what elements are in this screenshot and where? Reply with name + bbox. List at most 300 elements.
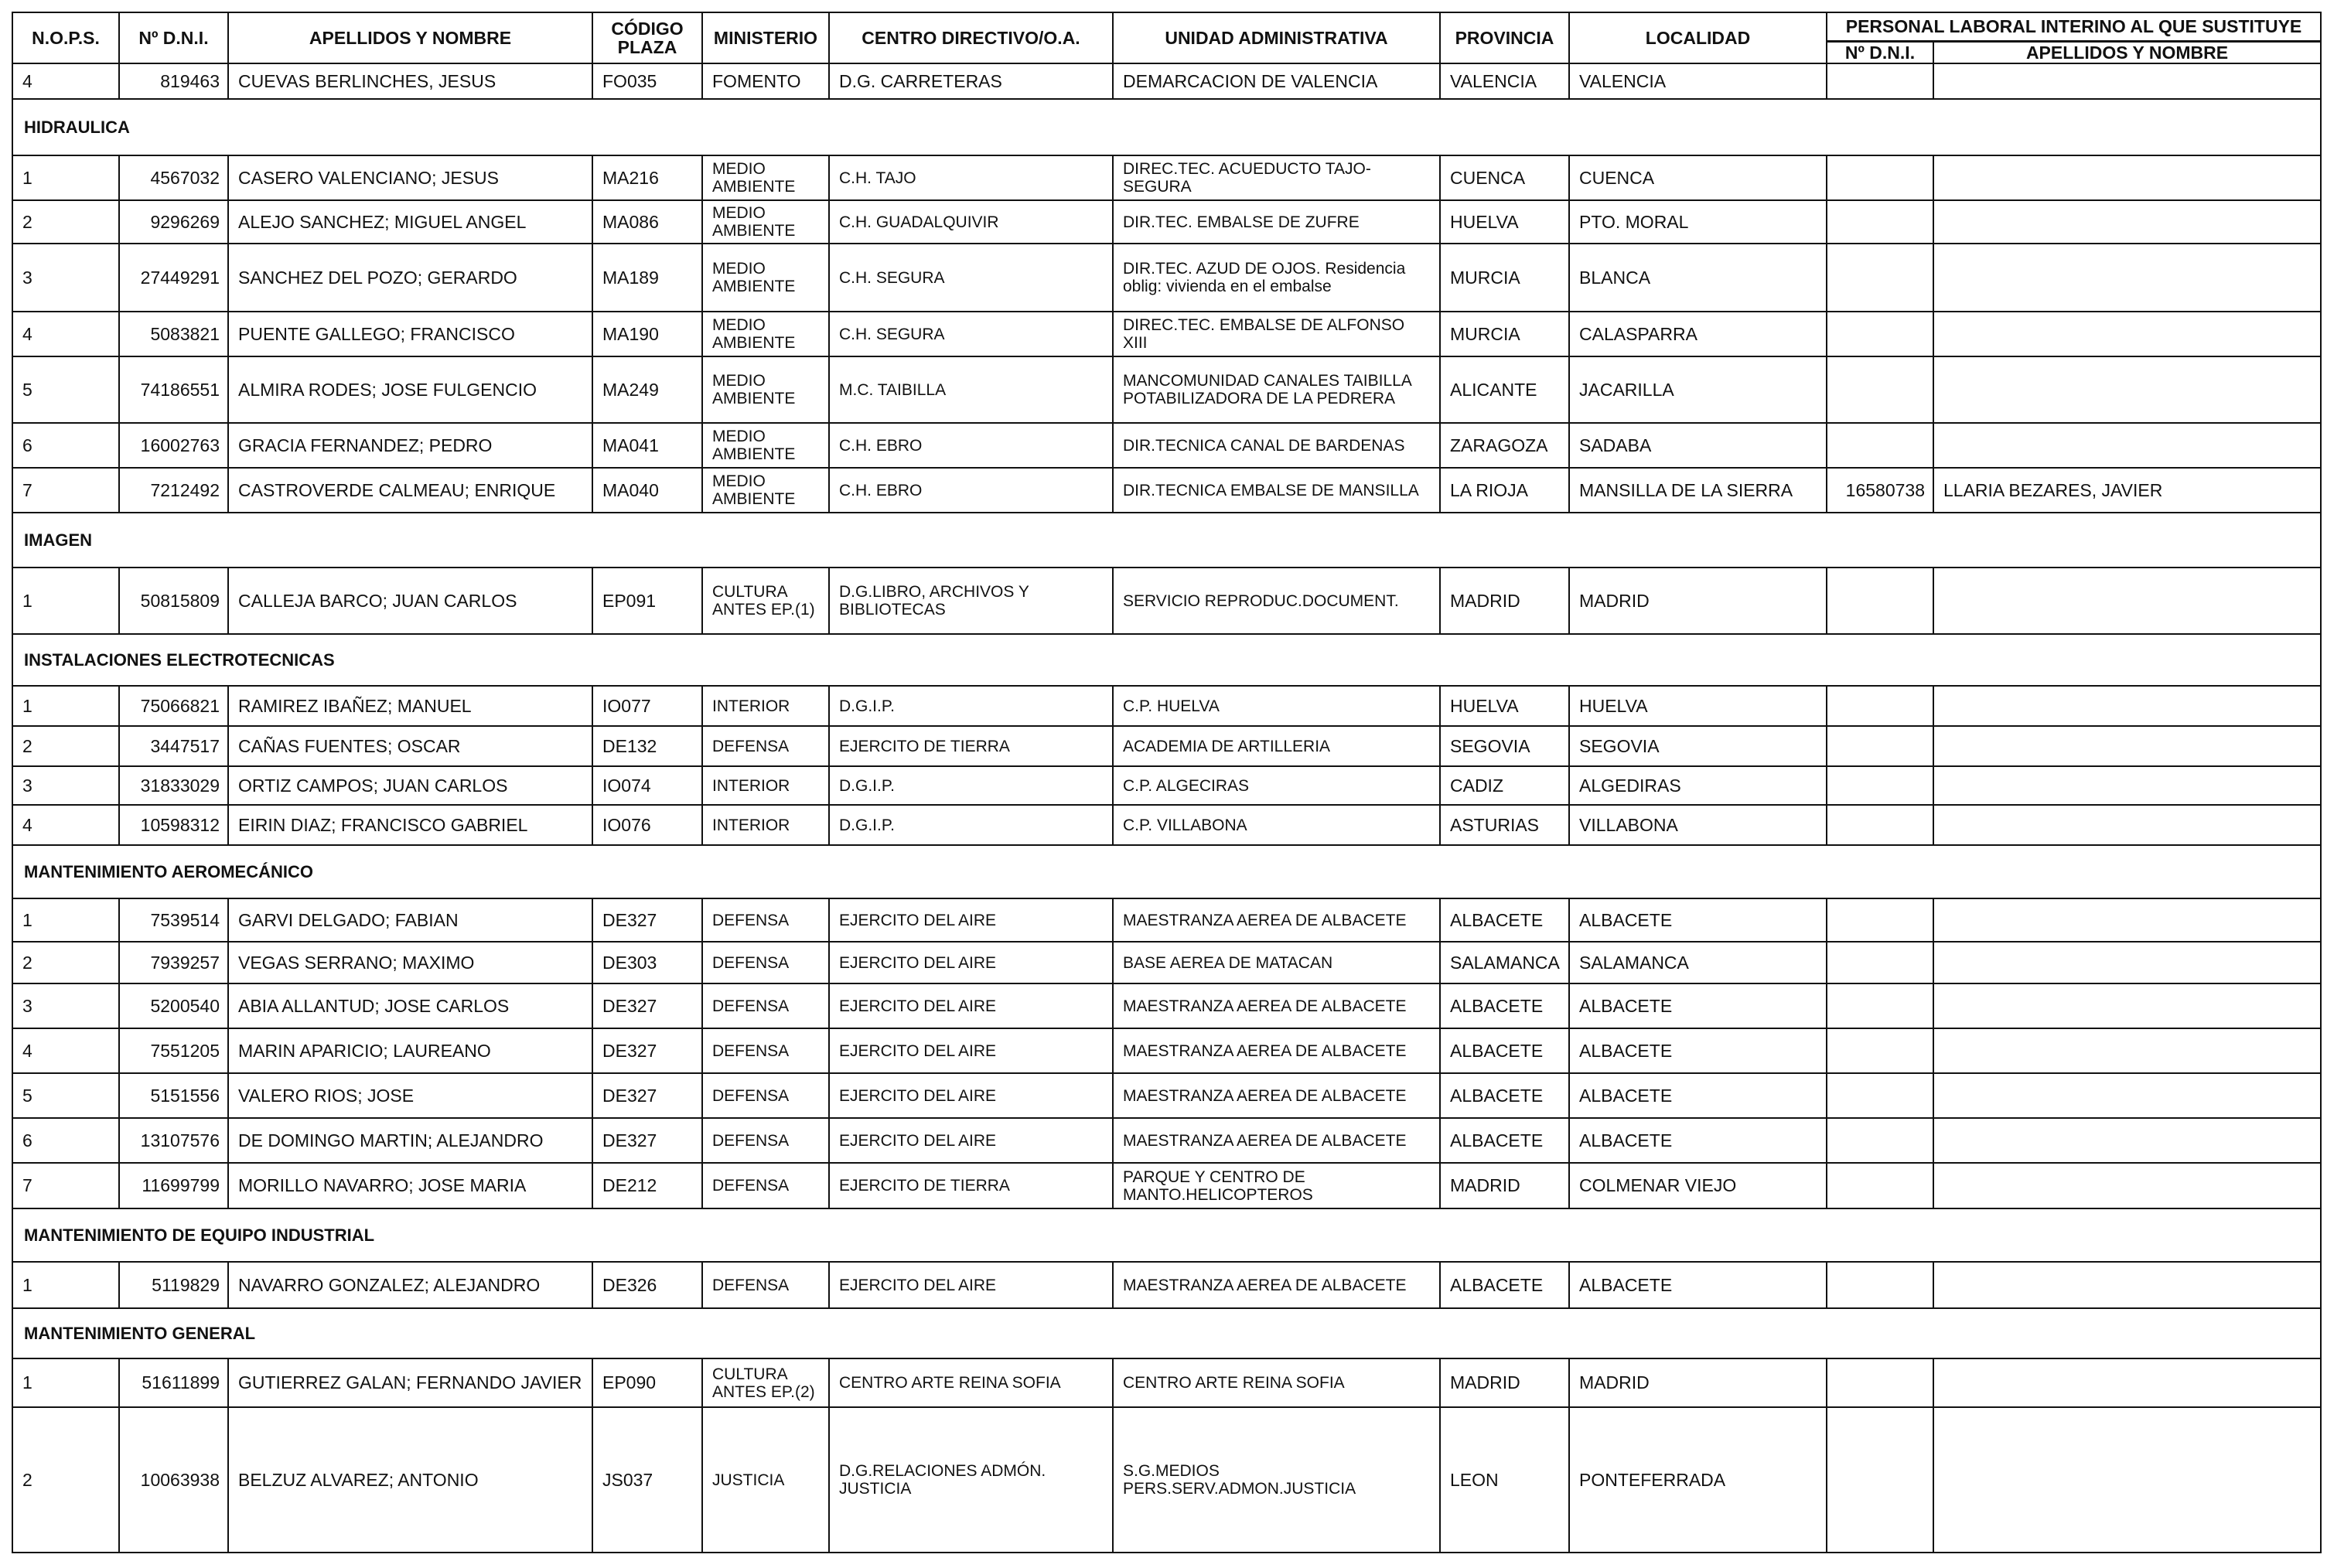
cell-unidad: MAESTRANZA AEREA DE ALBACETE xyxy=(1113,1118,1440,1163)
cell-nombre: VALERO RIOS; JOSE xyxy=(228,1073,592,1118)
cell-codigo: JS037 xyxy=(592,1407,702,1553)
cell-nops: 2 xyxy=(12,726,119,766)
table-row xyxy=(12,1407,2321,1553)
header-centro: CENTRO DIRECTIVO/O.A. xyxy=(829,12,1113,63)
cell-centro: M.C. TAIBILLA xyxy=(829,356,1113,423)
cell-dni: 75066821 xyxy=(119,686,228,726)
cell-sust-dni: 16580738 xyxy=(1827,468,1933,513)
cell-unidad: DIR.TECNICA CANAL DE BARDENAS xyxy=(1113,423,1440,468)
header-nops: N.O.P.S. xyxy=(12,12,119,63)
cell-provincia: MADRID xyxy=(1440,1358,1569,1407)
cell-localidad: MANSILLA DE LA SIERRA xyxy=(1569,468,1827,513)
cell-sust-nombre xyxy=(1933,983,2321,1028)
cell-codigo: EP091 xyxy=(592,568,702,634)
cell-dni: 4567032 xyxy=(119,155,228,200)
cell-dni: 7551205 xyxy=(119,1028,228,1073)
cell-localidad: VALENCIA xyxy=(1569,63,1827,99)
cell-unidad: CENTRO ARTE REINA SOFIA xyxy=(1113,1358,1440,1407)
cell-sust-nombre xyxy=(1933,423,2321,468)
cell-nops: 1 xyxy=(12,1358,119,1407)
cell-nops: 7 xyxy=(12,468,119,513)
cell-localidad: VILLABONA xyxy=(1569,805,1827,845)
cell-ministerio: DEFENSA xyxy=(702,898,829,942)
cell-dni: 10598312 xyxy=(119,805,228,845)
cell-unidad: BASE AEREA DE MATACAN xyxy=(1113,942,1440,983)
cell-unidad: MANCOMUNIDAD CANALES TAIBILLA POTABILIZADORA DE LA PEDRERA xyxy=(1113,356,1440,423)
cell-sust-dni xyxy=(1827,244,1933,312)
table-row xyxy=(12,805,2321,845)
table-row xyxy=(12,423,2321,468)
section-title: MANTENIMIENTO GENERAL xyxy=(12,1308,2321,1358)
cell-codigo: MA216 xyxy=(592,155,702,200)
cell-codigo: IO076 xyxy=(592,805,702,845)
table-row xyxy=(12,983,2321,1028)
cell-centro: EJERCITO DEL AIRE xyxy=(829,1028,1113,1073)
cell-localidad: ALBACETE xyxy=(1569,1028,1827,1073)
cell-centro: D.G.I.P. xyxy=(829,766,1113,805)
cell-localidad: SEGOVIA xyxy=(1569,726,1827,766)
cell-sust-dni xyxy=(1827,983,1933,1028)
cell-codigo: FO035 xyxy=(592,63,702,99)
cell-dni: 13107576 xyxy=(119,1118,228,1163)
cell-sust-nombre xyxy=(1933,1358,2321,1407)
cell-nops: 7 xyxy=(12,1163,119,1208)
cell-nombre: CAÑAS FUENTES; OSCAR xyxy=(228,726,592,766)
cell-nombre: BELZUZ ALVAREZ; ANTONIO xyxy=(228,1407,592,1553)
cell-nops: 5 xyxy=(12,356,119,423)
cell-sust-nombre xyxy=(1933,805,2321,845)
cell-ministerio: DEFENSA xyxy=(702,983,829,1028)
cell-provincia: SALAMANCA xyxy=(1440,942,1569,983)
cell-sust-dni xyxy=(1827,356,1933,423)
cell-dni: 5200540 xyxy=(119,983,228,1028)
cell-unidad: DIR.TEC. EMBALSE DE ZUFRE xyxy=(1113,200,1440,244)
cell-provincia: ALBACETE xyxy=(1440,1073,1569,1118)
cell-nops: 4 xyxy=(12,1028,119,1073)
section-header-row xyxy=(12,1308,2321,1358)
cell-sust-dni xyxy=(1827,155,1933,200)
cell-nops: 4 xyxy=(12,63,119,99)
header-provincia: PROVINCIA xyxy=(1440,12,1569,63)
cell-sust-dni xyxy=(1827,1028,1933,1073)
cell-localidad: HUELVA xyxy=(1569,686,1827,726)
cell-unidad: C.P. VILLABONA xyxy=(1113,805,1440,845)
cell-nombre: NAVARRO GONZALEZ; ALEJANDRO xyxy=(228,1262,592,1308)
cell-ministerio: MEDIO AMBIENTE xyxy=(702,423,829,468)
table-row xyxy=(12,1118,2321,1163)
cell-ministerio: INTERIOR xyxy=(702,766,829,805)
cell-centro: C.H. SEGURA xyxy=(829,244,1113,312)
cell-ministerio: MEDIO AMBIENTE xyxy=(702,356,829,423)
cell-nombre: GARVI DELGADO; FABIAN xyxy=(228,898,592,942)
cell-provincia: HUELVA xyxy=(1440,200,1569,244)
cell-sust-nombre xyxy=(1933,726,2321,766)
section-title: MANTENIMIENTO DE EQUIPO INDUSTRIAL xyxy=(12,1208,2321,1262)
table-row xyxy=(12,942,2321,983)
cell-nombre: MORILLO NAVARRO; JOSE MARIA xyxy=(228,1163,592,1208)
cell-ministerio: JUSTICIA xyxy=(702,1407,829,1553)
cell-provincia: ALBACETE xyxy=(1440,983,1569,1028)
cell-nombre: VEGAS SERRANO; MAXIMO xyxy=(228,942,592,983)
cell-sust-dni xyxy=(1827,1118,1933,1163)
cell-nops: 1 xyxy=(12,686,119,726)
cell-nops: 1 xyxy=(12,568,119,634)
personnel-table-sheet xyxy=(12,12,2320,1553)
cell-nops: 3 xyxy=(12,244,119,312)
cell-sust-dni xyxy=(1827,423,1933,468)
cell-unidad: DIR.TEC. AZUD DE OJOS. Residencia oblig: vivienda en el embalse xyxy=(1113,244,1440,312)
cell-ministerio: DEFENSA xyxy=(702,1262,829,1308)
cell-ministerio: DEFENSA xyxy=(702,1118,829,1163)
cell-dni: 5083821 xyxy=(119,312,228,356)
cell-provincia: MADRID xyxy=(1440,568,1569,634)
header-nombre: APELLIDOS Y NOMBRE xyxy=(228,12,592,63)
cell-sust-nombre xyxy=(1933,1028,2321,1073)
cell-dni: 5151556 xyxy=(119,1073,228,1118)
cell-nombre: ORTIZ CAMPOS; JUAN CARLOS xyxy=(228,766,592,805)
cell-unidad: PARQUE Y CENTRO DE MANTO.HELICOPTEROS xyxy=(1113,1163,1440,1208)
cell-nops: 4 xyxy=(12,312,119,356)
cell-localidad: CUENCA xyxy=(1569,155,1827,200)
cell-sust-dni xyxy=(1827,312,1933,356)
cell-sust-nombre xyxy=(1933,1407,2321,1553)
table-row xyxy=(12,312,2321,356)
cell-ministerio: FOMENTO xyxy=(702,63,829,99)
cell-localidad: PTO. MORAL xyxy=(1569,200,1827,244)
cell-sust-nombre xyxy=(1933,1262,2321,1308)
cell-dni: 10063938 xyxy=(119,1407,228,1553)
cell-nops: 2 xyxy=(12,1407,119,1553)
cell-sust-dni xyxy=(1827,1407,1933,1553)
cell-dni: 16002763 xyxy=(119,423,228,468)
cell-centro: D.G. CARRETERAS xyxy=(829,63,1113,99)
cell-sust-nombre xyxy=(1933,1163,2321,1208)
cell-codigo: MA086 xyxy=(592,200,702,244)
cell-provincia: VALENCIA xyxy=(1440,63,1569,99)
cell-ministerio: INTERIOR xyxy=(702,805,829,845)
table-row xyxy=(12,155,2321,200)
cell-centro: C.H. GUADALQUIVIR xyxy=(829,200,1113,244)
cell-provincia: ALBACETE xyxy=(1440,1028,1569,1073)
cell-provincia: MURCIA xyxy=(1440,312,1569,356)
cell-ministerio: INTERIOR xyxy=(702,686,829,726)
cell-codigo: EP090 xyxy=(592,1358,702,1407)
cell-localidad: ALBACETE xyxy=(1569,898,1827,942)
cell-dni: 7539514 xyxy=(119,898,228,942)
cell-provincia: ASTURIAS xyxy=(1440,805,1569,845)
cell-dni: 7212492 xyxy=(119,468,228,513)
cell-localidad: COLMENAR VIEJO xyxy=(1569,1163,1827,1208)
cell-codigo: DE327 xyxy=(592,1073,702,1118)
cell-nombre: CALLEJA BARCO; JUAN CARLOS xyxy=(228,568,592,634)
cell-nops: 1 xyxy=(12,1262,119,1308)
cell-unidad: MAESTRANZA AEREA DE ALBACETE xyxy=(1113,1262,1440,1308)
cell-nombre: PUENTE GALLEGO; FRANCISCO xyxy=(228,312,592,356)
cell-sust-nombre xyxy=(1933,766,2321,805)
table-row xyxy=(12,1358,2321,1407)
cell-provincia: HUELVA xyxy=(1440,686,1569,726)
cell-codigo: MA190 xyxy=(592,312,702,356)
cell-sust-nombre xyxy=(1933,942,2321,983)
cell-nombre: GUTIERREZ GALAN; FERNANDO JAVIER xyxy=(228,1358,592,1407)
cell-codigo: DE132 xyxy=(592,726,702,766)
cell-dni: 51611899 xyxy=(119,1358,228,1407)
section-header-row xyxy=(12,634,2321,686)
cell-provincia: CADIZ xyxy=(1440,766,1569,805)
cell-ministerio: CULTURA ANTES EP.(2) xyxy=(702,1358,829,1407)
cell-sust-dni xyxy=(1827,942,1933,983)
cell-nops: 6 xyxy=(12,1118,119,1163)
table-row xyxy=(12,63,2321,99)
cell-sust-dni xyxy=(1827,898,1933,942)
header-dni: Nº D.N.I. xyxy=(119,12,228,63)
cell-unidad: S.G.MEDIOS PERS.SERV.ADMON.JUSTICIA xyxy=(1113,1407,1440,1553)
cell-centro: EJERCITO DEL AIRE xyxy=(829,942,1113,983)
cell-provincia: ALICANTE xyxy=(1440,356,1569,423)
table-row xyxy=(12,898,2321,942)
section-header-row xyxy=(12,845,2321,898)
cell-provincia: ALBACETE xyxy=(1440,1262,1569,1308)
header-unidad: UNIDAD ADMINISTRATIVA xyxy=(1113,12,1440,63)
table-row xyxy=(12,356,2321,423)
cell-nops: 3 xyxy=(12,983,119,1028)
cell-sust-dni xyxy=(1827,1358,1933,1407)
cell-centro: CENTRO ARTE REINA SOFIA xyxy=(829,1358,1113,1407)
cell-dni: 3447517 xyxy=(119,726,228,766)
cell-sust-nombre xyxy=(1933,244,2321,312)
personnel-table xyxy=(12,12,2322,1553)
cell-nombre: DE DOMINGO MARTIN; ALEJANDRO xyxy=(228,1118,592,1163)
cell-ministerio: DEFENSA xyxy=(702,1163,829,1208)
cell-nops: 5 xyxy=(12,1073,119,1118)
cell-unidad: SERVICIO REPRODUC.DOCUMENT. xyxy=(1113,568,1440,634)
cell-ministerio: MEDIO AMBIENTE xyxy=(702,244,829,312)
cell-sust-nombre xyxy=(1933,63,2321,99)
cell-localidad: MADRID xyxy=(1569,568,1827,634)
cell-nombre: GRACIA FERNANDEZ; PEDRO xyxy=(228,423,592,468)
cell-centro: EJERCITO DEL AIRE xyxy=(829,983,1113,1028)
cell-provincia: LA RIOJA xyxy=(1440,468,1569,513)
cell-provincia: CUENCA xyxy=(1440,155,1569,200)
cell-nops: 2 xyxy=(12,942,119,983)
cell-codigo: MA040 xyxy=(592,468,702,513)
cell-localidad: ALBACETE xyxy=(1569,1073,1827,1118)
cell-codigo: DE303 xyxy=(592,942,702,983)
cell-nombre: MARIN APARICIO; LAUREANO xyxy=(228,1028,592,1073)
cell-localidad: BLANCA xyxy=(1569,244,1827,312)
cell-dni: 27449291 xyxy=(119,244,228,312)
cell-codigo: DE327 xyxy=(592,1118,702,1163)
cell-codigo: DE326 xyxy=(592,1262,702,1308)
cell-unidad: MAESTRANZA AEREA DE ALBACETE xyxy=(1113,898,1440,942)
cell-nombre: SANCHEZ DEL POZO; GERARDO xyxy=(228,244,592,312)
cell-dni: 9296269 xyxy=(119,200,228,244)
cell-codigo: MA041 xyxy=(592,423,702,468)
cell-nombre: CUEVAS BERLINCHES, JESUS xyxy=(228,63,592,99)
cell-unidad: MAESTRANZA AEREA DE ALBACETE xyxy=(1113,1073,1440,1118)
cell-sust-nombre xyxy=(1933,1118,2321,1163)
cell-centro: D.G.I.P. xyxy=(829,686,1113,726)
cell-localidad: JACARILLA xyxy=(1569,356,1827,423)
cell-nombre: EIRIN DIAZ; FRANCISCO GABRIEL xyxy=(228,805,592,845)
cell-unidad: C.P. HUELVA xyxy=(1113,686,1440,726)
cell-provincia: ALBACETE xyxy=(1440,1118,1569,1163)
cell-sust-dni xyxy=(1827,726,1933,766)
cell-sust-dni xyxy=(1827,805,1933,845)
cell-ministerio: DEFENSA xyxy=(702,942,829,983)
cell-ministerio: MEDIO AMBIENTE xyxy=(702,155,829,200)
table-row xyxy=(12,726,2321,766)
cell-sust-nombre xyxy=(1933,312,2321,356)
cell-centro: D.G.RELACIONES ADMÓN. JUSTICIA xyxy=(829,1407,1113,1553)
cell-unidad: MAESTRANZA AEREA DE ALBACETE xyxy=(1113,983,1440,1028)
cell-nombre: CASERO VALENCIANO; JESUS xyxy=(228,155,592,200)
cell-centro: EJERCITO DEL AIRE xyxy=(829,1118,1113,1163)
cell-provincia: ALBACETE xyxy=(1440,898,1569,942)
cell-ministerio: MEDIO AMBIENTE xyxy=(702,312,829,356)
cell-sust-nombre xyxy=(1933,1073,2321,1118)
cell-nombre: CASTROVERDE CALMEAU; ENRIQUE xyxy=(228,468,592,513)
cell-centro: EJERCITO DEL AIRE xyxy=(829,1073,1113,1118)
table-row xyxy=(12,200,2321,244)
section-title: MANTENIMIENTO AEROMECÁNICO xyxy=(12,845,2321,898)
cell-dni: 50815809 xyxy=(119,568,228,634)
table-body xyxy=(12,63,2321,1553)
cell-unidad: ACADEMIA DE ARTILLERIA xyxy=(1113,726,1440,766)
header-sust-nombre: APELLIDOS Y NOMBRE xyxy=(1933,41,2321,63)
table-row xyxy=(12,244,2321,312)
cell-nombre: RAMIREZ IBAÑEZ; MANUEL xyxy=(228,686,592,726)
cell-nombre: ALEJO SANCHEZ; MIGUEL ANGEL xyxy=(228,200,592,244)
cell-centro: EJERCITO DEL AIRE xyxy=(829,898,1113,942)
cell-centro: D.G.I.P. xyxy=(829,805,1113,845)
cell-centro: EJERCITO DE TIERRA xyxy=(829,726,1113,766)
cell-provincia: MURCIA xyxy=(1440,244,1569,312)
cell-ministerio: MEDIO AMBIENTE xyxy=(702,200,829,244)
cell-codigo: DE327 xyxy=(592,983,702,1028)
header-ministerio: MINISTERIO xyxy=(702,12,829,63)
cell-sust-dni xyxy=(1827,63,1933,99)
cell-localidad: SADABA xyxy=(1569,423,1827,468)
cell-dni: 11699799 xyxy=(119,1163,228,1208)
cell-sust-nombre xyxy=(1933,686,2321,726)
cell-ministerio: DEFENSA xyxy=(702,1028,829,1073)
section-title: HIDRAULICA xyxy=(12,99,2321,155)
table-row xyxy=(12,686,2321,726)
cell-sust-nombre xyxy=(1933,200,2321,244)
cell-codigo: DE327 xyxy=(592,898,702,942)
cell-nops: 1 xyxy=(12,155,119,200)
cell-codigo: IO077 xyxy=(592,686,702,726)
cell-provincia: LEON xyxy=(1440,1407,1569,1553)
section-header-row xyxy=(12,1208,2321,1262)
cell-provincia: ZARAGOZA xyxy=(1440,423,1569,468)
cell-dni: 7939257 xyxy=(119,942,228,983)
cell-localidad: CALASPARRA xyxy=(1569,312,1827,356)
cell-localidad: ALBACETE xyxy=(1569,983,1827,1028)
cell-dni: 31833029 xyxy=(119,766,228,805)
table-row xyxy=(12,1073,2321,1118)
cell-localidad: SALAMANCA xyxy=(1569,942,1827,983)
table-row xyxy=(12,766,2321,805)
cell-sust-dni xyxy=(1827,766,1933,805)
cell-codigo: DE327 xyxy=(592,1028,702,1073)
cell-centro: C.H. SEGURA xyxy=(829,312,1113,356)
cell-sust-nombre xyxy=(1933,898,2321,942)
cell-ministerio: MEDIO AMBIENTE xyxy=(702,468,829,513)
cell-sust-nombre: LLARIA BEZARES, JAVIER xyxy=(1933,468,2321,513)
cell-centro: C.H. TAJO xyxy=(829,155,1113,200)
cell-nombre: ABIA ALLANTUD; JOSE CARLOS xyxy=(228,983,592,1028)
cell-sust-dni xyxy=(1827,1163,1933,1208)
table-row xyxy=(12,1262,2321,1308)
header-sust-dni: Nº D.N.I. xyxy=(1827,41,1933,63)
table-row xyxy=(12,1163,2321,1208)
cell-nops: 3 xyxy=(12,766,119,805)
cell-centro: EJERCITO DE TIERRA xyxy=(829,1163,1113,1208)
cell-sust-nombre xyxy=(1933,356,2321,423)
section-title: INSTALACIONES ELECTROTECNICAS xyxy=(12,634,2321,686)
table-row xyxy=(12,568,2321,634)
cell-localidad: ALBACETE xyxy=(1569,1118,1827,1163)
cell-provincia: SEGOVIA xyxy=(1440,726,1569,766)
cell-sust-nombre xyxy=(1933,155,2321,200)
section-header-row xyxy=(12,513,2321,568)
cell-dni: 5119829 xyxy=(119,1262,228,1308)
header-sustituye-group: PERSONAL LABORAL INTERINO AL QUE SUSTITUYE xyxy=(1827,12,2321,41)
cell-centro: D.G.LIBRO, ARCHIVOS Y BIBLIOTECAS xyxy=(829,568,1113,634)
cell-ministerio: CULTURA ANTES EP.(1) xyxy=(702,568,829,634)
header-localidad: LOCALIDAD xyxy=(1569,12,1827,63)
cell-provincia: MADRID xyxy=(1440,1163,1569,1208)
cell-centro: EJERCITO DEL AIRE xyxy=(829,1262,1113,1308)
cell-codigo: MA189 xyxy=(592,244,702,312)
cell-ministerio: DEFENSA xyxy=(702,1073,829,1118)
cell-unidad: DIREC.TEC. EMBALSE DE ALFONSO XIII xyxy=(1113,312,1440,356)
table-row xyxy=(12,468,2321,513)
cell-localidad: ALGEDIRAS xyxy=(1569,766,1827,805)
cell-nops: 4 xyxy=(12,805,119,845)
cell-unidad: DEMARCACION DE VALENCIA xyxy=(1113,63,1440,99)
cell-localidad: PONTEFERRADA xyxy=(1569,1407,1827,1553)
cell-codigo: MA249 xyxy=(592,356,702,423)
cell-nops: 1 xyxy=(12,898,119,942)
cell-nombre: ALMIRA RODES; JOSE FULGENCIO xyxy=(228,356,592,423)
cell-sust-dni xyxy=(1827,568,1933,634)
header-codigo: CÓDIGO PLAZA xyxy=(592,12,702,63)
cell-unidad: C.P. ALGECIRAS xyxy=(1113,766,1440,805)
cell-localidad: MADRID xyxy=(1569,1358,1827,1407)
cell-codigo: DE212 xyxy=(592,1163,702,1208)
cell-dni: 74186551 xyxy=(119,356,228,423)
header-row xyxy=(12,12,2321,41)
section-header-row xyxy=(12,99,2321,155)
cell-sust-dni xyxy=(1827,1262,1933,1308)
cell-nops: 2 xyxy=(12,200,119,244)
cell-nops: 6 xyxy=(12,423,119,468)
table-row xyxy=(12,1028,2321,1073)
cell-localidad: ALBACETE xyxy=(1569,1262,1827,1308)
section-title: IMAGEN xyxy=(12,513,2321,568)
cell-sust-dni xyxy=(1827,686,1933,726)
cell-centro: C.H. EBRO xyxy=(829,468,1113,513)
cell-sust-dni xyxy=(1827,200,1933,244)
cell-dni: 819463 xyxy=(119,63,228,99)
cell-ministerio: DEFENSA xyxy=(702,726,829,766)
cell-sust-dni xyxy=(1827,1073,1933,1118)
cell-unidad: DIR.TECNICA EMBALSE DE MANSILLA xyxy=(1113,468,1440,513)
cell-unidad: DIREC.TEC. ACUEDUCTO TAJO-SEGURA xyxy=(1113,155,1440,200)
